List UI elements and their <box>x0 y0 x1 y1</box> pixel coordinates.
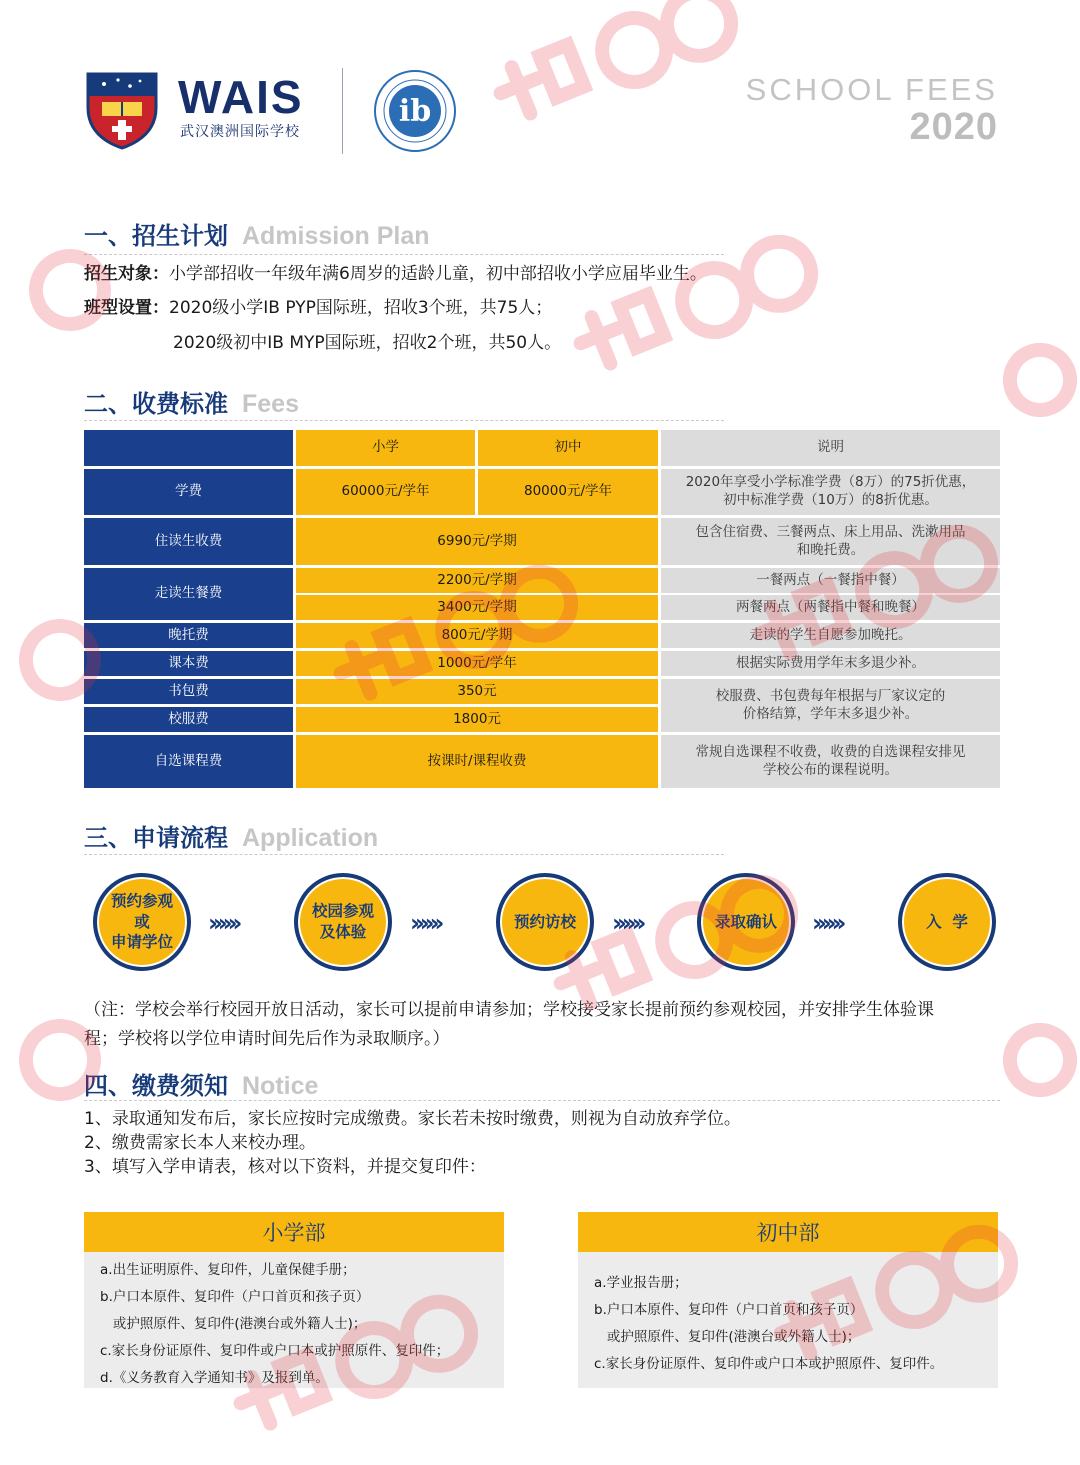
class-setup-line1: 2020级小学IB PYP国际班，招收3个班，共75人； <box>169 298 553 318</box>
col-header-middle: 初中 <box>478 430 658 466</box>
meal-fee-1: 2200元/学期 <box>296 568 658 593</box>
step-text: 预约参观 <box>110 891 173 910</box>
requirement-line: a.出生证明原件、复印件，儿童保健手册； <box>100 1262 356 1278</box>
row-label-books: 课本费 <box>84 651 293 676</box>
process-arrow: ›››››› <box>410 909 440 937</box>
requirement-line: b.户口本原件、复印件（户口首页和孩子页） <box>594 1302 864 1318</box>
class-setup <box>84 300 552 317</box>
bag-uniform-note <box>661 679 1000 732</box>
elective-note-line1: 常规自选课程不收费，收费的自选课程安排见 <box>695 743 966 760</box>
section-heading-en: Fees <box>242 390 299 418</box>
section-divider <box>84 1100 1000 1101</box>
section-admission-heading <box>84 216 430 251</box>
requirement-line: a.学业报告册； <box>594 1275 688 1291</box>
boarding-note <box>661 518 1000 565</box>
elective-note-line2: 学校公布的课程说明。 <box>763 761 898 778</box>
notice-item: 1、录取通知发布后，家长应按时完成缴费。家长若未按时缴费，则视为自动放弃学位。 <box>84 1109 741 1129</box>
process-step-campus-tour <box>294 873 392 971</box>
boarding-note-line1: 包含住宿费、三餐两点、床上用品、洗漱用品 <box>695 523 966 540</box>
requirement-line: d.《义务教育入学通知书》及报到单。 <box>100 1370 329 1386</box>
books-fee: 1000元/学年 <box>296 651 658 676</box>
meal-fee-2: 3400元/学期 <box>296 595 658 620</box>
process-note <box>84 996 1000 1054</box>
requirement-line: 或护照原件、复印件(港澳台或外籍人士)； <box>100 1316 367 1332</box>
process-step-school-visit <box>496 873 594 971</box>
fees-title-year: 2020 <box>909 106 998 148</box>
process-arrow: ›››››› <box>612 909 642 937</box>
primary-box-title: 小学部 <box>84 1212 504 1252</box>
section-heading-cn: 三、申请流程 <box>84 824 228 852</box>
section-heading-cn: 四、缴费须知 <box>84 1072 228 1100</box>
meal-note-1: 一餐两点（一餐指中餐） <box>661 568 1000 593</box>
admission-target-text: 小学部招收一年级年满6周岁的适龄儿童，初中部招收小学应届毕业生。 <box>169 264 707 284</box>
section-heading-en: Application <box>242 824 379 852</box>
bag-uniform-note-line2: 价格结算，学年末多退少补。 <box>742 705 919 722</box>
row-label-tuition: 学费 <box>84 469 293 515</box>
row-label-meal: 走读生餐费 <box>84 568 293 620</box>
boarding-note-line2: 和晚托费。 <box>796 541 865 558</box>
step-text: 及体验 <box>319 923 367 941</box>
section-application-heading <box>84 818 378 853</box>
step-text: 或 <box>134 912 150 931</box>
section-notice-heading <box>84 1066 318 1101</box>
process-note-line1: （注：学校会举行校园开放日活动，家长可以提前申请参加；学校接受家长提前预约参观校园，并安排学生体验课 <box>84 1000 934 1020</box>
meal-note-2: 两餐两点（两餐指中餐和晚餐） <box>661 595 1000 620</box>
admission-target <box>84 266 707 283</box>
ib-world-school-logo-icon <box>372 68 458 154</box>
svg-text:ib: ib <box>398 94 432 129</box>
section-fees-heading <box>84 384 299 419</box>
middle-box-body <box>578 1252 998 1388</box>
elective-note <box>661 735 1000 788</box>
notice-item: 2、缴费需家长本人来校办理。 <box>84 1133 316 1153</box>
brand-subtitle: 武汉澳洲国际学校 <box>180 124 300 140</box>
step-text: 入 学 <box>926 912 968 931</box>
admission-target-label: 招生对象： <box>84 264 169 284</box>
class-setup-line2: 2020级初中IB MYP国际班，招收2个班，共50人。 <box>173 333 562 353</box>
process-step-visit-or-apply <box>93 873 191 971</box>
step-text: 预约访校 <box>513 912 576 931</box>
process-arrow: ›››››› <box>812 909 842 937</box>
uniform-fee: 1800元 <box>296 707 658 732</box>
class-setup-label: 班型设置： <box>84 298 169 318</box>
requirement-line: b.户口本原件、复印件（户口首页和孩子页） <box>100 1289 370 1305</box>
row-label-bag: 书包费 <box>84 679 293 704</box>
requirement-line: 或护照原件、复印件(港澳台或外籍人士)； <box>594 1329 861 1345</box>
bag-fee: 350元 <box>296 679 658 704</box>
process-step-admission-confirm <box>697 873 795 971</box>
boarding-fee: 6990元/学期 <box>296 518 658 565</box>
col-header-note: 说明 <box>661 430 1000 466</box>
table-corner-cell <box>84 430 293 466</box>
section-divider <box>84 854 724 855</box>
fees-title-line1: SCHOOL FEES <box>745 72 998 107</box>
tuition-note-line1: 2020年享受小学标准学费（8万）的75折优惠， <box>685 474 976 491</box>
step-text: 申请学位 <box>110 933 173 952</box>
process-note-line2: 程；学校将以学位申请时间先后作为录取顺序。） <box>84 1029 450 1049</box>
bag-uniform-note-line1: 校服费、书包费每年根据与厂家议定的 <box>715 687 946 704</box>
tuition-note-line2: 初中标准学费（10万）的8折优惠。 <box>723 492 938 508</box>
books-note: 根据实际费用学年末多退少补。 <box>661 651 1000 676</box>
section-divider <box>84 254 724 255</box>
primary-box-body <box>84 1252 504 1388</box>
section-heading-cn: 一、招生计划 <box>84 222 228 250</box>
step-text: 录取确认 <box>714 912 777 931</box>
section-divider <box>84 420 724 421</box>
section-heading-en: Notice <box>242 1072 319 1100</box>
school-crest-icon <box>84 70 160 150</box>
row-label-uniform: 校服费 <box>84 707 293 732</box>
evening-fee: 800元/学期 <box>296 623 658 648</box>
fees-title <box>746 74 998 149</box>
fee-table <box>84 430 1000 788</box>
section-heading-cn: 二、收费标准 <box>84 390 228 418</box>
tuition-middle: 80000元/学年 <box>478 469 658 515</box>
step-text: 校园参观 <box>311 902 374 921</box>
row-label-boarding: 住读生收费 <box>84 518 293 565</box>
middle-box-title: 初中部 <box>578 1212 998 1252</box>
process-step-enrol <box>898 873 996 971</box>
requirement-line: c.家长身份证原件、复印件或户口本或护照原件、复印件； <box>100 1343 450 1359</box>
notice-item: 3、填写入学申请表，核对以下资料，并提交复印件： <box>84 1157 486 1177</box>
requirement-line: c.家长身份证原件、复印件或户口本或护照原件、复印件。 <box>594 1356 944 1372</box>
col-header-primary: 小学 <box>296 430 475 466</box>
tuition-primary: 60000元/学年 <box>296 469 475 515</box>
evening-note: 走读的学生自愿参加晚托。 <box>661 623 1000 648</box>
elective-fee: 按课时/课程收费 <box>296 735 658 788</box>
process-arrow: ›››››› <box>208 909 238 937</box>
brand-title: WAIS <box>178 71 304 123</box>
section-heading-en: Admission Plan <box>242 222 430 250</box>
row-label-evening: 晚托费 <box>84 623 293 648</box>
header-divider <box>342 68 343 154</box>
tuition-note <box>661 469 1000 515</box>
row-label-elective: 自选课程费 <box>84 735 293 788</box>
